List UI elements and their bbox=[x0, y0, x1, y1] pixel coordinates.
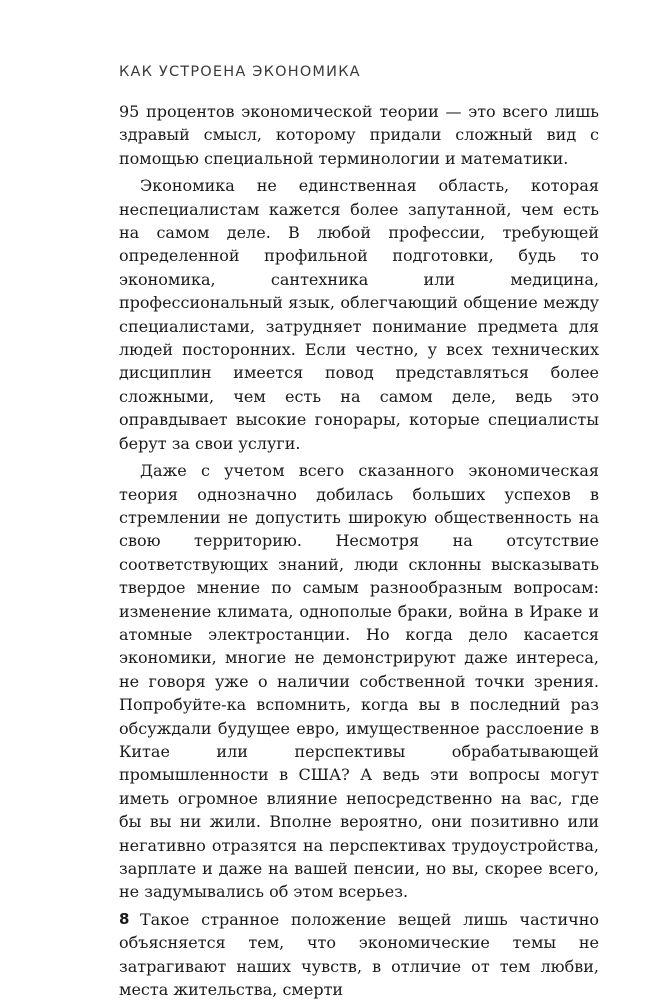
running-head-title: КАК УСТРОЕНА ЭКОНОМИКА bbox=[119, 64, 361, 80]
body-text bbox=[119, 100, 599, 1001]
page-number: 8 bbox=[119, 910, 130, 928]
paragraph: Такое странное положение вещей лишь частично объясняется тем, что экономические темы не затрагивают наших чувств, в отличие от тем любви, места жительства, смерти bbox=[119, 909, 599, 1000]
paragraph: Экономика не единственная область, которая неспециалистам кажется более запутанной, чем есть на самом деле. В любой профессии, требующей определенной профильной подготовки, будь то экономика, сантехника или медицина, профессиональный язык, облегчающий общение между специалистами, затрудняет понимание предмета для людей посторонних. Если честно, у всех технических дисциплин имеется повод представляться более сложными, чем есть на самом деле, ведь это оправдывает высокие гонорары, которые специалисты берут за свои услуги. bbox=[119, 176, 599, 453]
paragraph: 95 процентов экономической теории — это всего лишь здравый смысл, которому придали сложный вид с помощью специальной терминологии и математики. bbox=[119, 102, 599, 168]
paragraph: Даже с учетом всего сказанного экономическая теория однозначно добилась больших успехов в стремлении не допустить широкую общественность на свою территорию. Несмотря на отсутствие соответствующих знаний, люди склонны высказывать твердое мнение по самым разнообразным вопросам: изменение климата, однополые браки, война в Ираке и атомные электростанции. Но когда дело касается экономики, многие не демонстрируют даже интереса, не говоря уже о наличии собственной точки зрения. Попробуйте-ка вспомнить, когда вы в последний раз обсуждали будущее евро, имущественное расслоение в Китае или перспективы обрабатывающей промышленности в США? А ведь эти вопросы могут иметь огромное влияние непосредственно на вас, где бы вы ни жили. Вполне вероятно, они позитивно или негативно отразятся на перспективах трудоустройства, зарплате и даже на вашей пенсии, но вы, скорее всего, не задумывались об этом всерьез. bbox=[119, 461, 599, 902]
